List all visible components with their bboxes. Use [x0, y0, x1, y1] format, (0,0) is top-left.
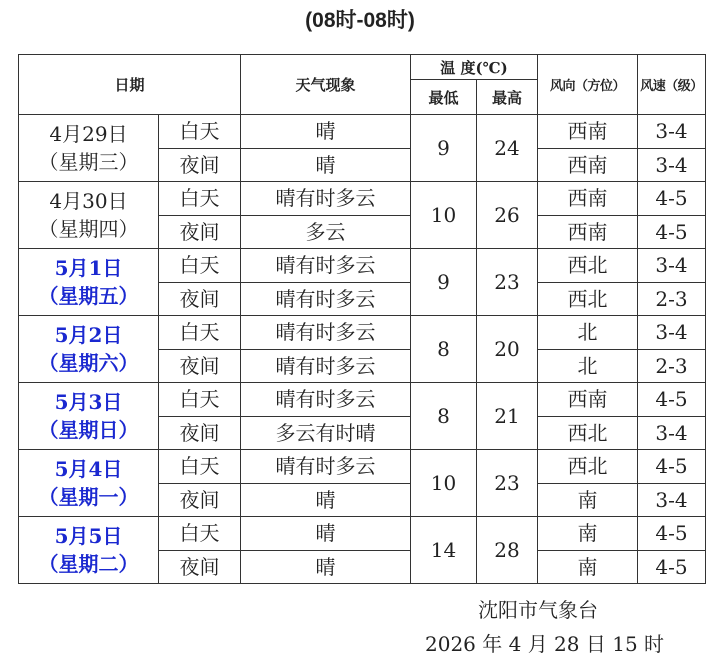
forecast-body — [19, 115, 706, 584]
min-temp: 9 — [411, 115, 477, 182]
table-row — [19, 316, 706, 350]
header-wind-direction: 风向（方位） — [538, 55, 638, 115]
wind-speed: 3-4 — [638, 483, 706, 517]
max-temp: 21 — [477, 383, 538, 450]
date: 4月30日 — [49, 189, 128, 213]
wind-direction: 南 — [538, 550, 638, 584]
weather-condition: 晴有时多云 — [241, 383, 411, 417]
wind-direction: 北 — [538, 316, 638, 350]
date: 5月4日 — [54, 457, 123, 481]
weather-condition: 多云 — [241, 215, 411, 249]
table-row — [19, 517, 706, 551]
weather-condition: 晴 — [241, 115, 411, 149]
weather-condition: 晴有时多云 — [241, 316, 411, 350]
max-temp: 23 — [477, 450, 538, 517]
issuer: 沈阳市气象台 — [478, 598, 598, 622]
date-cell — [19, 383, 159, 450]
forecast-title: (08时-08时) — [305, 9, 415, 32]
period-label: 夜间 — [159, 148, 241, 182]
table-row — [19, 450, 706, 484]
weather-condition: 晴有时多云 — [241, 249, 411, 283]
min-temp: 8 — [411, 316, 477, 383]
min-temp: 9 — [411, 249, 477, 316]
date: 5月2日 — [54, 323, 123, 347]
header-wind-speed: 风速（级） — [638, 55, 706, 115]
wind-speed: 4-5 — [638, 550, 706, 584]
period-label: 白天 — [159, 115, 241, 149]
wind-speed: 3-4 — [638, 416, 706, 450]
table-row — [19, 249, 706, 283]
issue-time: 2026 年 4 月 28 日 15 时 — [425, 632, 665, 656]
date-cell — [19, 249, 159, 316]
weather-condition: 晴 — [241, 550, 411, 584]
max-temp: 20 — [477, 316, 538, 383]
wind-direction: 北 — [538, 349, 638, 383]
max-temp: 28 — [477, 517, 538, 584]
header-min-temp: 最低 — [411, 80, 477, 115]
min-temp: 10 — [411, 182, 477, 249]
wind-direction: 西南 — [538, 383, 638, 417]
weather-condition: 晴 — [241, 148, 411, 182]
date-cell — [19, 517, 159, 584]
period-label: 白天 — [159, 450, 241, 484]
weekday: （星期四） — [38, 217, 139, 241]
date: 5月5日 — [54, 524, 123, 548]
wind-speed: 4-5 — [638, 517, 706, 551]
wind-speed: 4-5 — [638, 182, 706, 216]
max-temp: 23 — [477, 249, 538, 316]
weather-condition: 晴有时多云 — [241, 182, 411, 216]
period-label: 白天 — [159, 517, 241, 551]
wind-direction: 南 — [538, 483, 638, 517]
wind-direction: 西北 — [538, 416, 638, 450]
date: 5月1日 — [54, 256, 123, 280]
wind-speed: 3-4 — [638, 316, 706, 350]
date-cell — [19, 316, 159, 383]
period-label: 白天 — [159, 316, 241, 350]
header-temperature: 温 度(℃) — [411, 55, 538, 80]
date-cell — [19, 450, 159, 517]
wind-speed: 4-5 — [638, 383, 706, 417]
weekday: （星期六） — [38, 351, 139, 375]
wind-direction: 西北 — [538, 282, 638, 316]
period-label: 夜间 — [159, 215, 241, 249]
header-max-temp: 最高 — [477, 80, 538, 115]
weather-condition: 晴有时多云 — [241, 450, 411, 484]
wind-direction: 南 — [538, 517, 638, 551]
wind-direction: 西南 — [538, 115, 638, 149]
wind-speed: 3-4 — [638, 115, 706, 149]
date-cell — [19, 115, 159, 182]
header-weather: 天气现象 — [241, 55, 411, 115]
header-date: 日期 — [19, 55, 241, 115]
wind-speed: 2-3 — [638, 349, 706, 383]
period-label: 白天 — [159, 182, 241, 216]
period-label: 白天 — [159, 249, 241, 283]
weekday: （星期一） — [38, 485, 139, 509]
period-label: 白天 — [159, 383, 241, 417]
period-label: 夜间 — [159, 282, 241, 316]
date: 5月3日 — [54, 390, 123, 414]
wind-direction: 西北 — [538, 450, 638, 484]
wind-speed: 4-5 — [638, 215, 706, 249]
weather-condition: 晴 — [241, 517, 411, 551]
min-temp: 14 — [411, 517, 477, 584]
weekday: （星期三） — [38, 150, 139, 174]
wind-direction: 西南 — [538, 215, 638, 249]
wind-speed: 3-4 — [638, 249, 706, 283]
forecast-table — [18, 54, 706, 584]
period-label: 夜间 — [159, 416, 241, 450]
weather-condition: 多云有时晴 — [241, 416, 411, 450]
period-label: 夜间 — [159, 483, 241, 517]
period-label: 夜间 — [159, 349, 241, 383]
wind-direction: 西南 — [538, 148, 638, 182]
date-cell — [19, 182, 159, 249]
date: 4月29日 — [49, 122, 128, 146]
wind-speed: 2-3 — [638, 282, 706, 316]
table-row — [19, 115, 706, 149]
wind-direction: 西南 — [538, 182, 638, 216]
weather-condition: 晴有时多云 — [241, 349, 411, 383]
weather-condition: 晴 — [241, 483, 411, 517]
wind-direction: 西北 — [538, 249, 638, 283]
min-temp: 10 — [411, 450, 477, 517]
weekday: （星期日） — [38, 418, 139, 442]
table-row — [19, 383, 706, 417]
max-temp: 26 — [477, 182, 538, 249]
wind-speed: 4-5 — [638, 450, 706, 484]
weekday: （星期五） — [38, 284, 139, 308]
period-label: 夜间 — [159, 550, 241, 584]
weekday: （星期二） — [38, 552, 139, 576]
weather-condition: 晴有时多云 — [241, 282, 411, 316]
max-temp: 24 — [477, 115, 538, 182]
table-row — [19, 182, 706, 216]
wind-speed: 3-4 — [638, 148, 706, 182]
min-temp: 8 — [411, 383, 477, 450]
